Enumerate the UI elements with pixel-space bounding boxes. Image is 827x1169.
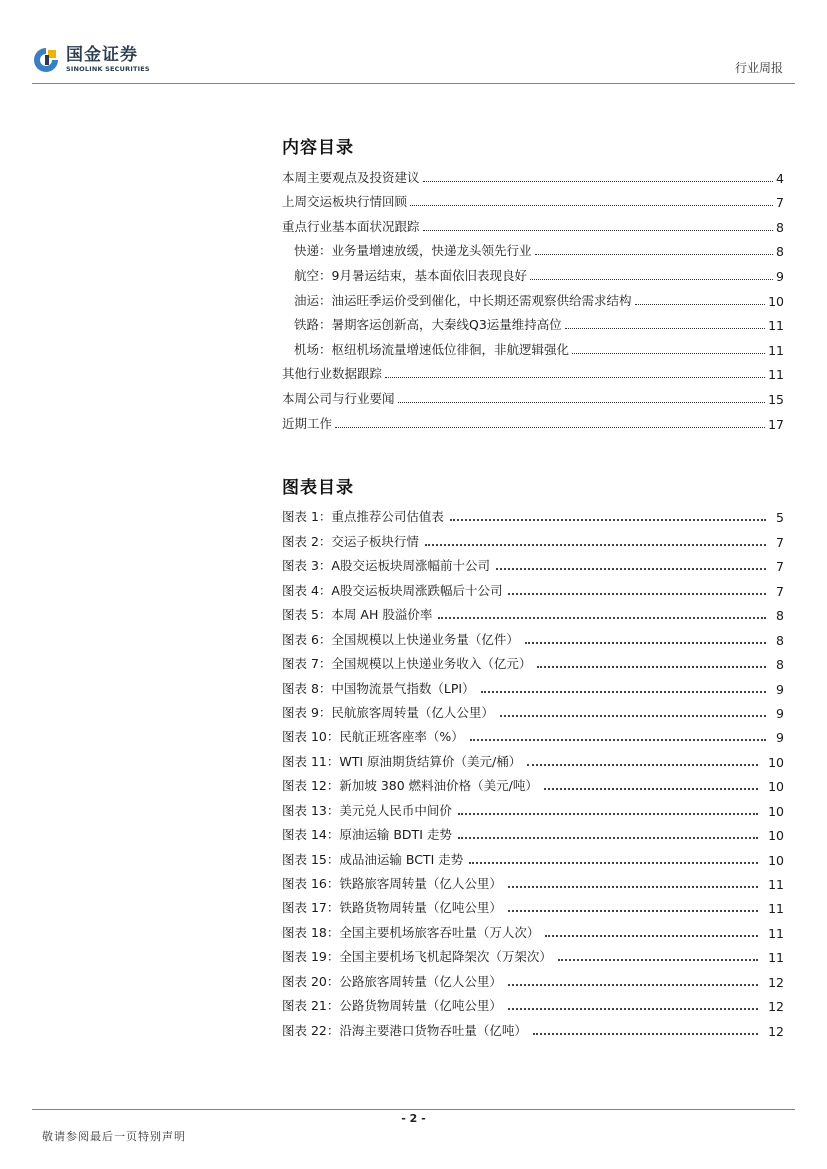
figure-entry-page: 10 [768, 754, 784, 770]
figure-entry-leader [508, 1008, 758, 1010]
toc-entry-label: 快递：业务量增速放缓，快递龙头领先行业 [294, 243, 532, 259]
figure-entry-leader [450, 519, 766, 521]
figure-entry-page: 10 [768, 779, 784, 795]
toc-entry-page: 11 [768, 318, 784, 334]
toc-entry[interactable] [282, 382, 784, 407]
figure-entry-page: 7 [776, 583, 784, 599]
logo-chinese-name: 国金证券 [66, 45, 138, 66]
figure-entry-page: 7 [776, 559, 784, 575]
figure-entry-label: 图表 15：成品油运输 BCTI 走势 [282, 851, 464, 867]
toc-entry[interactable] [282, 358, 784, 383]
toc-entry-leader [565, 328, 765, 329]
toc-entry-label: 油运：油运旺季运价受到催化，中长期还需观察供给需求结构 [294, 292, 632, 308]
toc-entry[interactable] [282, 186, 784, 211]
figure-entry-leader [508, 886, 758, 888]
toc-entry-leader [385, 377, 765, 378]
figure-entry-label: 图表 5：本周 AH 股溢价率 [282, 607, 433, 623]
footer-divider [32, 1109, 795, 1110]
figure-entry-leader [537, 666, 766, 668]
figure-entry[interactable] [282, 550, 784, 574]
figure-entry[interactable] [282, 623, 784, 647]
toc-entry-leader [635, 304, 766, 305]
toc-entry[interactable] [282, 235, 784, 260]
toc-entry-leader [335, 427, 765, 428]
figure-entry-leader [545, 935, 758, 937]
figure-entry[interactable] [282, 599, 784, 623]
figure-entry-label: 图表 1：重点推荐公司估值表 [282, 509, 444, 525]
page-number: - 2 - [401, 1112, 426, 1125]
figure-entry-page: 8 [776, 657, 784, 673]
figure-entry-label: 图表 17：铁路货物周转量（亿吨公里） [282, 900, 502, 916]
figure-entry-page: 12 [768, 999, 784, 1015]
figure-entry[interactable] [282, 916, 784, 940]
toc-entry-label: 本周公司与行业要闻 [282, 390, 395, 406]
toc-entry-page: 7 [776, 195, 784, 211]
figure-entry-leader [458, 813, 758, 815]
figure-entry-page: 9 [776, 730, 784, 746]
toc-entry-page: 9 [776, 268, 784, 284]
figure-entry-label: 图表 7：全国规模以上快递业务收入（亿元） [282, 656, 532, 672]
figure-entry-leader [508, 984, 758, 986]
figure-entry-leader [496, 568, 766, 570]
figure-entry-label: 图表 9：民航旅客周转量（亿人公里） [282, 704, 494, 720]
figure-entry-label: 图表 13：美元兑人民币中间价 [282, 802, 452, 818]
figure-entry-page: 7 [776, 534, 784, 550]
figure-entry[interactable] [282, 721, 784, 745]
toc-entry-page: 11 [768, 367, 784, 383]
figure-entry-leader [508, 910, 758, 912]
figure-entry-page: 8 [776, 608, 784, 624]
figure-entry-label: 图表 6：全国规模以上快递业务量（亿件） [282, 631, 519, 647]
disclaimer-text: 敬请参阅最后一页特别声明 [42, 1130, 186, 1143]
figure-entry-label: 图表 12：新加坡 380 燃料油价格（美元/吨） [282, 778, 538, 794]
toc-entry-page: 15 [768, 391, 784, 407]
figures-title: 图表目录 [282, 478, 354, 498]
toc-title: 内容目录 [282, 138, 354, 158]
toc-entry-label: 上周交运板块行情回顾 [282, 194, 408, 210]
figure-entry-leader [558, 959, 758, 961]
toc-entry-page: 17 [768, 416, 784, 432]
toc-entry[interactable] [282, 333, 784, 358]
logo-english-name: SINOLINK SECURITIES [66, 65, 150, 74]
figure-entry-label: 图表 19：全国主要机场飞机起降架次（万架次） [282, 949, 552, 965]
toc-entry-leader [535, 254, 774, 255]
figure-entry-label: 图表 18：全国主要机场旅客吞吐量（万人次） [282, 924, 540, 940]
figure-entry-page: 10 [768, 803, 784, 819]
figure-entry-leader [438, 617, 766, 619]
page-header [0, 0, 827, 90]
report-type-label: 行业周报 [734, 61, 783, 75]
figure-entry-page: 12 [768, 974, 784, 990]
figure-entry-label: 图表 22：沿海主要港口货物吞吐量（亿吨） [282, 1022, 527, 1038]
figure-entry-page: 8 [776, 632, 784, 648]
figure-entry-label: 图表 3：A股交运板块周涨幅前十公司 [282, 558, 490, 574]
figure-entry[interactable] [282, 965, 784, 989]
toc-entry[interactable] [282, 284, 784, 309]
toc-entry-label: 本周主要观点及投资建议 [282, 169, 420, 185]
figure-entry[interactable] [282, 819, 784, 843]
figure-entry-leader [470, 739, 766, 741]
figure-entry[interactable] [282, 648, 784, 672]
figure-entry[interactable] [282, 745, 784, 769]
figure-entry-label: 图表 16：铁路旅客周转量（亿人公里） [282, 876, 502, 891]
figure-entry[interactable] [282, 843, 784, 867]
figure-entry[interactable] [282, 697, 784, 721]
figure-entry-label: 图表 14：原油运输 BDTI 走势 [282, 827, 452, 843]
figure-entry-page: 9 [776, 681, 784, 697]
figure-entry-page: 11 [768, 877, 784, 892]
toc-entry-label: 其他行业数据跟踪 [282, 366, 383, 382]
header-divider [32, 83, 795, 84]
figure-entry[interactable] [282, 1014, 784, 1038]
figure-entry-leader [508, 593, 766, 595]
toc-entry-page: 10 [768, 293, 784, 309]
figure-entry[interactable] [282, 941, 784, 965]
toc-entry[interactable] [282, 407, 784, 432]
logo-mark-icon [32, 46, 60, 74]
toc-entry-label: 航空：9月暑运结束，基本面依旧表现良好 [294, 267, 527, 283]
toc-entry-page: 8 [776, 244, 784, 260]
figure-entry-label: 图表 10：民航正班客座率（%） [282, 729, 464, 745]
toc-entry-label: 重点行业基本面状况跟踪 [282, 218, 420, 234]
toc-entry-label: 机场：枢纽机场流量增速低位徘徊，非航逻辑强化 [294, 341, 570, 357]
figure-entry[interactable] [282, 770, 784, 794]
figure-entry-label: 图表 8：中国物流景气指数（LPI） [282, 680, 475, 696]
toc-entry[interactable] [282, 259, 784, 284]
figure-entry-leader [481, 691, 766, 693]
figure-entry[interactable] [282, 672, 784, 696]
toc-entry-label: 铁路：暑期客运创新高，大秦线Q3运量维持高位 [294, 317, 562, 333]
figure-entry-label: 图表 20：公路旅客周转量（亿人公里） [282, 973, 502, 989]
toc-entry-page: 4 [776, 170, 784, 186]
figure-entry-page: 10 [768, 828, 784, 844]
figure-entry-leader [527, 764, 758, 766]
figure-entry-leader [525, 642, 766, 644]
figure-entry-leader [425, 544, 766, 546]
toc-entry-leader [530, 279, 773, 280]
figure-entry-leader [544, 788, 758, 790]
figure-entry[interactable] [282, 501, 784, 525]
company-logo [32, 44, 150, 76]
figure-entry-label: 图表 11：WTI 原油期货结算价（美元/桶） [282, 753, 522, 769]
toc-entry-leader [572, 353, 765, 354]
figure-entry[interactable] [282, 794, 784, 818]
toc-entry-page: 11 [768, 342, 784, 358]
figure-entry-page: 9 [776, 705, 784, 721]
toc-entry[interactable] [282, 210, 784, 235]
toc-entry-label: 近期工作 [282, 415, 333, 431]
figure-entry-page: 5 [776, 510, 784, 526]
figure-entry[interactable] [282, 892, 784, 916]
figure-entry-page: 12 [768, 1023, 784, 1039]
toc-entry-page: 8 [776, 219, 784, 235]
toc-entry-leader [423, 181, 774, 182]
figure-entry-leader [500, 715, 766, 717]
toc-entry-leader [410, 205, 773, 206]
figure-entry-page: 11 [768, 925, 784, 941]
figure-entry-page: 11 [768, 950, 784, 966]
figure-entry[interactable] [282, 990, 784, 1014]
toc-entry[interactable] [282, 161, 784, 186]
toc-entry-leader [423, 230, 774, 231]
figure-entry-leader [469, 862, 758, 864]
figure-entry-page: 10 [768, 852, 784, 868]
toc-entry[interactable] [282, 309, 784, 334]
figure-entry[interactable] [282, 868, 784, 892]
figure-entry[interactable] [282, 525, 784, 549]
figure-entry-leader [533, 1033, 758, 1035]
figure-entry-leader [458, 837, 758, 839]
figure-entry-label: 图表 2：交运子板块行情 [282, 533, 419, 549]
figure-entry-label: 图表 4：A股交运板块周涨跌幅后十公司 [282, 582, 503, 598]
toc-entry-leader [398, 402, 766, 403]
figure-entry[interactable] [282, 574, 784, 598]
toc-list [282, 161, 784, 432]
figures-list [282, 501, 784, 1039]
figure-entry-label: 图表 21：公路货物周转量（亿吨公里） [282, 998, 502, 1014]
figure-entry-page: 11 [768, 901, 784, 917]
